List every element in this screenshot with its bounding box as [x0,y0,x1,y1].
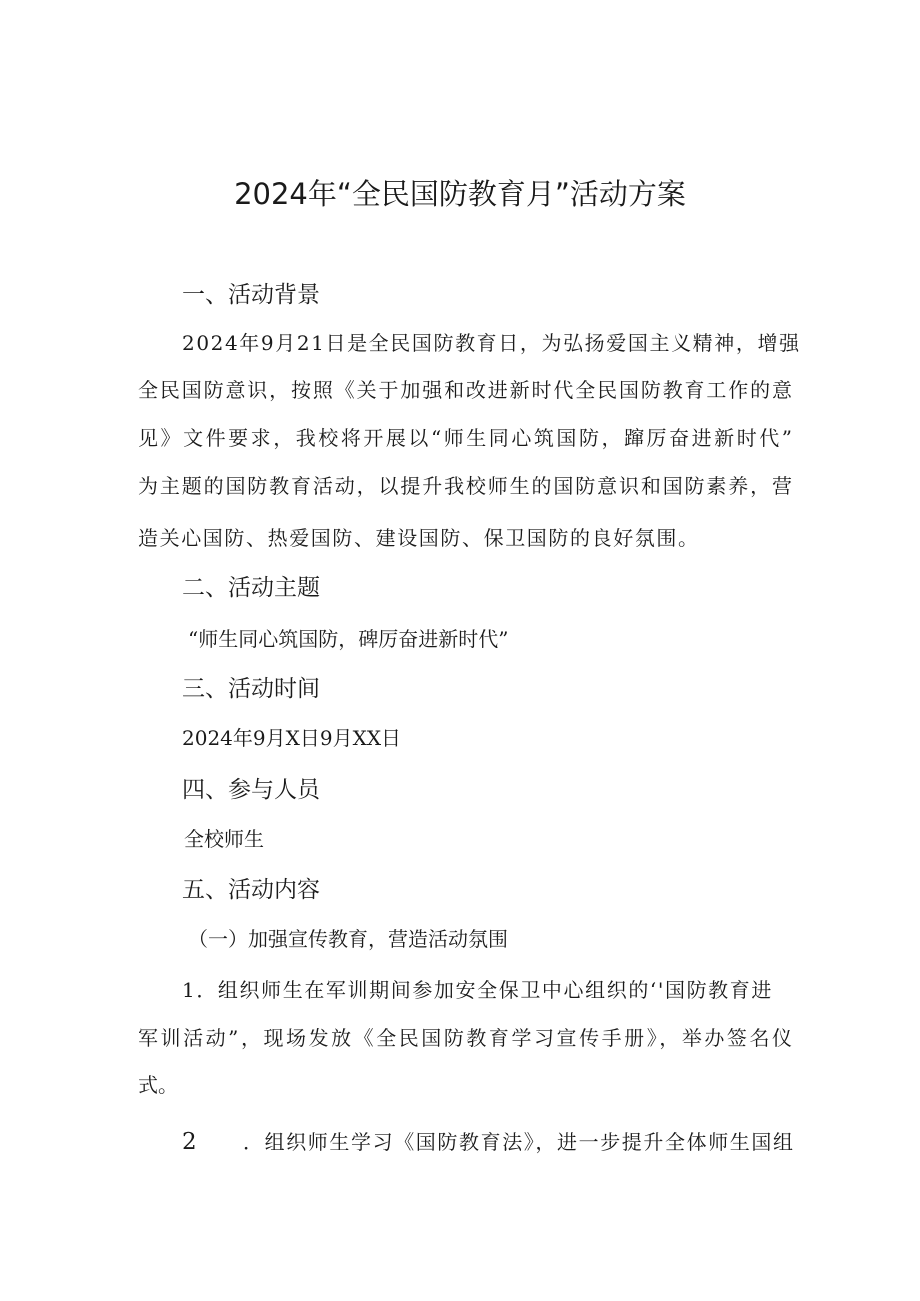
theme-text: “师生同心筑国防，碑厉奋进新时代” [188,627,509,651]
section-heading-content: 五、活动内容 [182,877,320,903]
section-heading-theme: 二、活动主题 [182,575,320,601]
time-text: 2024年9月X日9月XX日 [182,726,402,750]
section-heading-time: 三、活动时间 [182,676,320,702]
participants-text: 全校师生 [184,827,264,851]
item2-text: ．组织师生学习《国防教育法》，进一步提升全体师生国组 [243,1130,795,1154]
item1-line-3: 式。 [138,1073,178,1097]
background-line-3: 见》文件要求，我校将开展以“师生同心筑国防，蹿厉奋进新时代” [138,426,792,450]
section-heading-background: 一、活动背景 [182,282,320,308]
item2-number: 2 [182,1129,197,1155]
background-line-4: 为主题的国防教育活动，以提升我校师生的国防意识和国防素养，营 [138,474,792,498]
item1-line-2: 军训活动”，现场发放《全民国防教育学习宣传手册》，举办签名仪 [138,1026,792,1050]
section-heading-participants: 四、参与人员 [182,777,320,803]
background-line-2: 全民国防意识，按照《关于加强和改进新时代全民国防教育工作的意 [138,378,792,402]
background-line-5: 造关心国防、热爱国防、建设国防、保卫国防的良好氛围。 [138,526,700,550]
item1-line-1: 1．组织师生在军训期间参加安全保卫中心组织的‘'国防教育进 [182,978,773,1002]
content-subheading: （一）加强宣传教育，营造活动氛围 [188,927,508,951]
background-line-1: 2024年9月21日是全民国防教育日，为弘扬爱国主义精神，增强 [182,331,801,355]
document-title: 2024年“全民国防教育月”活动方案 [234,177,686,211]
